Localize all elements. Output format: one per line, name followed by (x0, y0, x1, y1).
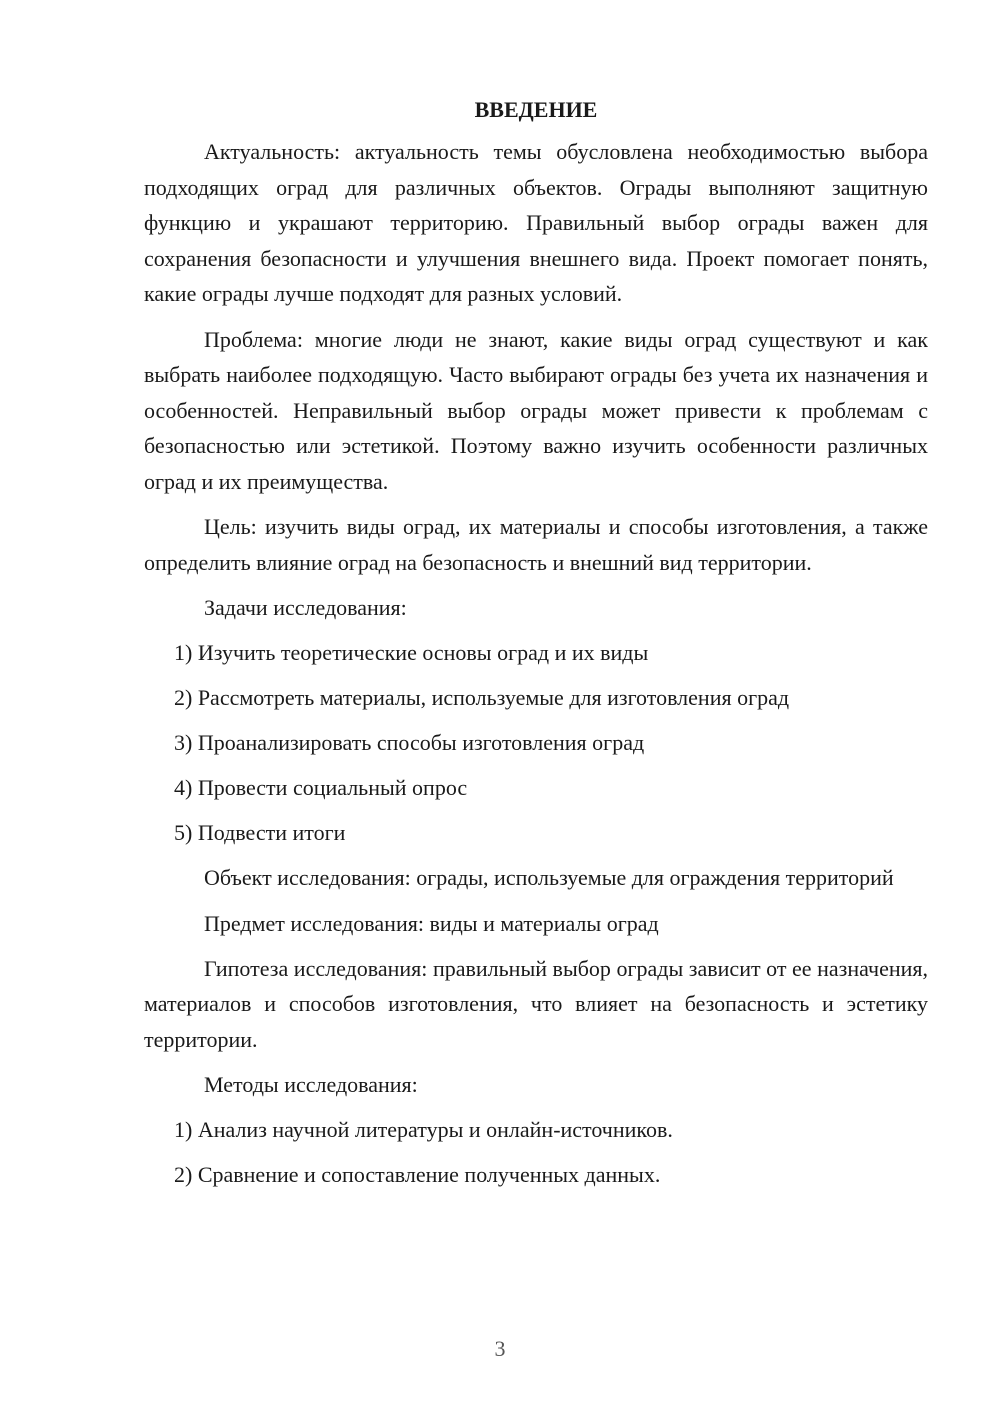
task-item-4: 4) Провести социальный опрос (174, 775, 468, 800)
page-content (144, 92, 928, 1202)
section-heading: ВВЕДЕНИЕ (474, 97, 598, 122)
task-item-3: 3) Проанализировать способы изготовления оград (174, 730, 645, 755)
methods-heading: Методы исследования: (204, 1072, 418, 1097)
task-item-2: 2) Рассмотреть материалы, используемые для изготовления оград (174, 685, 790, 710)
method-item-2: 2) Сравнение и сопоставление полученных данных. (174, 1162, 661, 1187)
relevance-paragraph: Актуальность: актуальность темы обусловлена необходимостью выбора подходящих оград для различных объектов. Ограды выполняют защитную функцию и украшают территорию. Правильный выбор ограды важен для сохранения безопасности и улучшения внешнего вида. Проект помогает понять, какие ограды лучше подходят для разных условий. (144, 139, 928, 306)
subject-paragraph: Предмет исследования: виды и материалы оград (204, 910, 659, 936)
problem-paragraph: Проблема: многие люди не знают, какие виды оград существуют и как выбрать наиболее подходящую. Часто выбирают ограды без учета их назначения и особенностей. Неправильный выбор ограды может привести к проблемам с безопасностью или эстетикой. Поэтому важно изучить особенности различных оград и их преимущества. (144, 326, 928, 494)
goal-paragraph: Цель: изучить виды оград, их материалы и способы изготовления, а также определить влияние оград на безопасность и внешний вид территории. (144, 514, 928, 575)
method-item-1: 1) Анализ научной литературы и онлайн-источников. (174, 1117, 673, 1142)
task-item-5: 5) Подвести итоги (174, 820, 346, 845)
object-paragraph: Объект исследования: ограды, используемые для ограждения территорий (204, 865, 894, 890)
page-number: 3 (494, 1336, 506, 1361)
hypothesis-paragraph: Гипотеза исследования: правильный выбор ограды зависит от ее назначения, материалов и способов изготовления, что влияет на безопасность и эстетику территории. (144, 955, 928, 1052)
task-item-1: 1) Изучить теоретические основы оград и их виды (174, 640, 649, 665)
tasks-heading: Задачи исследования: (204, 595, 407, 620)
